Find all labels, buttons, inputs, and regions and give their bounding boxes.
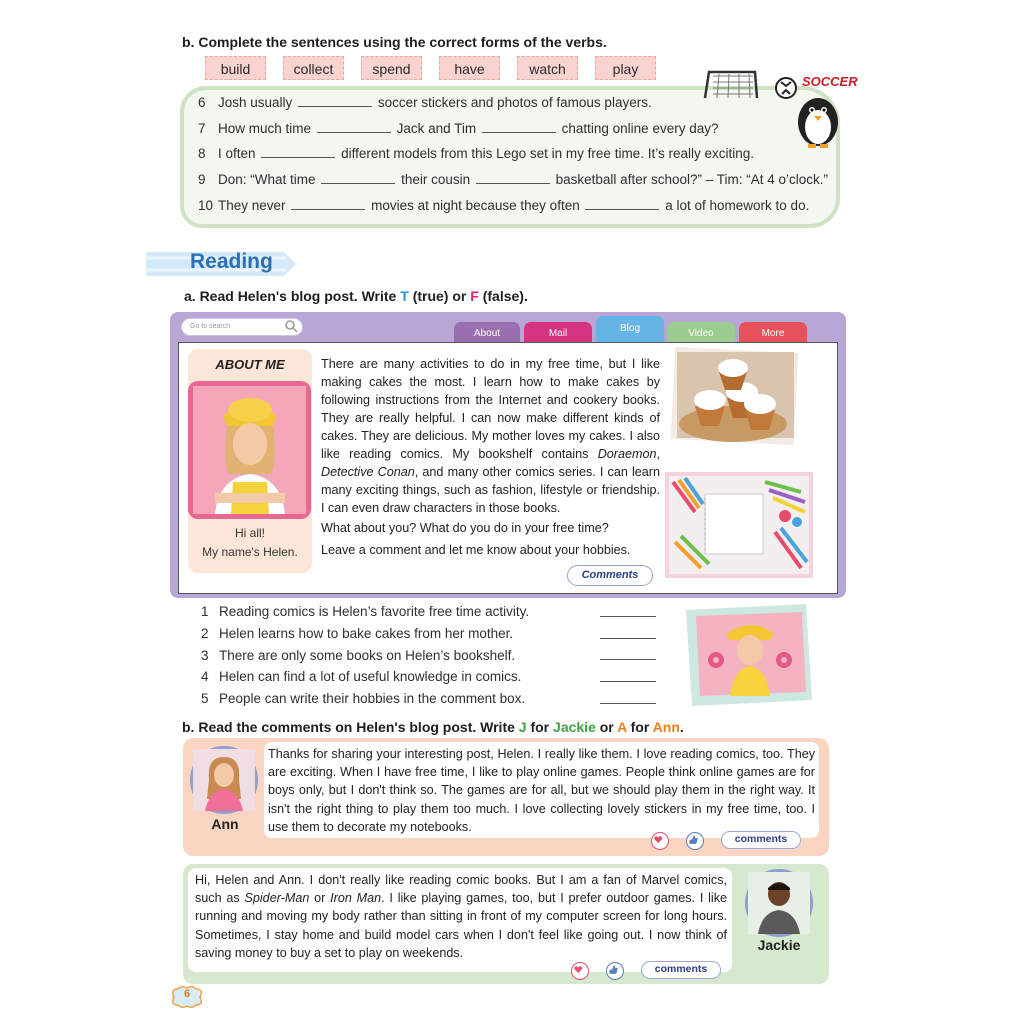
thumbs-up-icon[interactable] [686, 832, 704, 850]
answer-blank[interactable] [600, 681, 656, 682]
answer-blank[interactable] [585, 200, 659, 210]
ann-comment-text: Thanks for sharing your interesting post, Helen. I really like them. I love reading comics, too. They are exciting. When I have free time, I like to play online games. People think online games are for boys only, but I don't think so. The games are for all, but we should play them in the right way. It isn't the right thing to play them too much. I love collecting lovely stickers in my free time, too. I use them to decorate my notebooks. [268, 747, 815, 834]
statement-4: 4 Helen can find a lot of useful knowledge in comics. [201, 669, 522, 684]
tab-more[interactable]: More [739, 322, 807, 344]
blog-question: What about you? What do you do in your free time? [321, 521, 609, 535]
sentence-8: 8 I often different models from this Lego set in my free time. It’s really exciting. [198, 146, 754, 161]
answer-blank[interactable] [600, 616, 656, 617]
answer-blank[interactable] [317, 123, 391, 133]
statement-5: 5 People can write their hobbies in the comment box. [201, 691, 526, 706]
answer-blank[interactable] [291, 200, 365, 210]
verb-chip: spend [361, 56, 422, 80]
soccer-goal-icon [703, 68, 759, 100]
search-input[interactable]: Go to search [181, 318, 303, 336]
tab-video[interactable]: Video [667, 322, 735, 344]
verb-chip: watch [517, 56, 578, 80]
greeting-text: Hi all! My name's Helen. [202, 526, 298, 559]
answer-blank[interactable] [261, 148, 335, 158]
stationery-photo [665, 472, 813, 578]
statement-3: 3 There are only some books on Helen’s bookshelf. [201, 648, 516, 663]
answer-blank[interactable] [321, 174, 395, 184]
answer-blank[interactable] [600, 703, 656, 704]
reading-heading: Reading [190, 250, 273, 273]
reading-b-instruction: b. Read the comments on Helen's blog post. Write J for Jackie or A for Ann. [182, 719, 684, 735]
jackie-comments-button[interactable]: comments [641, 961, 721, 979]
tab-blog[interactable]: Blog [596, 316, 664, 344]
verb-chip: have [439, 56, 500, 80]
page-number: 6 [183, 988, 191, 1000]
avatar [190, 746, 258, 814]
thumbs-up-icon[interactable] [606, 962, 624, 980]
heart-icon[interactable] [571, 962, 589, 980]
sentence-10: 10 They never movies at night because they often a lot of homework to do. [198, 198, 810, 213]
answer-blank[interactable] [482, 123, 556, 133]
helen-photo [188, 381, 311, 519]
penguin-mascot-icon [772, 70, 858, 150]
ann-comments-button[interactable]: comments [721, 831, 801, 849]
reading-a-instruction: a. Read Helen's blog post. Write T (true) or F (false). [184, 288, 528, 304]
jackie-comment-text: Hi, Helen and Ann. I don't really like reading comic books. But I am a fan of Marvel comics, such as Spider-Man or Iron Man. I like playing games, too, but I prefer outdoor games. I like running and moving my body rather than sitting in front of my computer screen for long hours. Sometimes, I stay home and build model cars when I don't feel like going out. I now think of saving money to buy a set to play on weekends. [195, 873, 728, 960]
blog-question: Leave a comment and let me know about your hobbies. [321, 543, 631, 557]
search-icon[interactable] [284, 319, 298, 333]
avatar [745, 869, 813, 937]
sentence-7: 7 How much time Jack and Tim chatting online every day? [198, 121, 719, 136]
ann-name: Ann [211, 816, 239, 832]
jackie-name: Jackie [757, 937, 801, 953]
statement-1: 1 Reading comics is Helen’s favorite free time activity. [201, 604, 530, 619]
answer-blank[interactable] [476, 174, 550, 184]
sentence-9: 9 Don: “What time their cousin basketball after school?” – Tim: “At 4 o’clock.” [198, 172, 829, 187]
blog-post-body: There are many activities to do in my free time, but I like making cakes the most. I learn how to make cakes by following instructions from the Internet and cookery books. They are really helpful. I can now make different kinds of cakes. They are delicious. My mother loves my cakes. I also like reading comics. My bookshelf contains Doraemon, Detective Conan, and many other comics series. I can learn many exciting things, such as fashion, lifestyle or friendship. I can even draw characters in those books. [321, 357, 661, 515]
grammar-instruction: b. Complete the sentences using the correct forms of the verbs. [182, 34, 607, 50]
cupcakes-photo [671, 348, 798, 444]
sentence-6: 6 Josh usually soccer stickers and photos of famous players. [198, 95, 652, 110]
heart-icon[interactable] [651, 832, 669, 850]
verb-chip: build [205, 56, 266, 80]
answer-blank[interactable] [298, 97, 372, 107]
verb-chip: play [595, 56, 656, 80]
answer-blank[interactable] [600, 659, 656, 660]
about-title: ABOUT ME [215, 357, 285, 372]
comments-button[interactable]: Comments [567, 565, 653, 586]
helen-donut-photo [686, 604, 812, 706]
answer-blank[interactable] [600, 638, 656, 639]
statement-2: 2 Helen learns how to bake cakes from her mother. [201, 626, 514, 641]
soccer-sticker-text: SOCCER [802, 74, 858, 89]
tab-mail[interactable]: Mail [524, 322, 592, 344]
verb-chip: collect [283, 56, 344, 80]
tab-about[interactable]: About [454, 322, 520, 344]
